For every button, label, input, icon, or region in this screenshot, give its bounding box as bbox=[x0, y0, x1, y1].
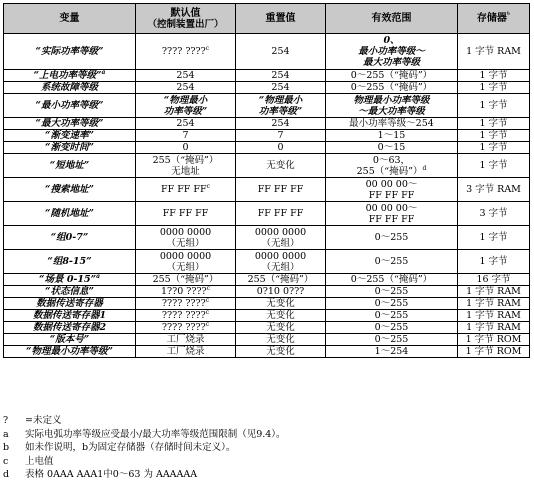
cell-variable-text: “场景 0-15” bbox=[39, 274, 97, 285]
cell-reset-text: “物理最小 功率等级” bbox=[258, 94, 303, 117]
footnote-text: 实际电弧功率等级应受最小/最大功率等级范围限制（见9.4）。 bbox=[25, 428, 286, 440]
cell-reset-text: FF FF FF bbox=[257, 208, 304, 219]
cell-default-text: 1??0 ???? bbox=[160, 286, 207, 297]
table-row bbox=[4, 154, 530, 178]
footnote-item bbox=[3, 428, 529, 442]
cell-variable-text: 系统故障等级 bbox=[40, 82, 98, 93]
header-row bbox=[4, 4, 530, 34]
footnote-key: d bbox=[3, 469, 10, 481]
cell-reset bbox=[236, 34, 326, 70]
cell-range bbox=[326, 82, 458, 94]
cell-variable bbox=[4, 286, 136, 298]
cell-default bbox=[136, 130, 236, 142]
table-body bbox=[4, 34, 530, 358]
cell-reset-text: 0?10 0??? bbox=[256, 286, 305, 297]
cell-range-text: 0～15 bbox=[377, 142, 406, 153]
cell-range-text: 0、 最小功率等级～ 最大功率等级 bbox=[358, 35, 425, 68]
footnote-text: 表格 0AAA AAA1中0～63 为 AAAAAA bbox=[25, 469, 198, 481]
cell-range bbox=[326, 94, 458, 118]
cell-default bbox=[136, 178, 236, 202]
cell-variable bbox=[4, 142, 136, 154]
cell-storage bbox=[458, 322, 530, 334]
cell-storage bbox=[458, 250, 530, 274]
cell-default-text: ???? ???? bbox=[161, 46, 206, 57]
cell-reset-text: 254 bbox=[271, 82, 290, 93]
cell-default-text: “物理最小 功率等级” bbox=[163, 94, 208, 117]
cell-reset bbox=[236, 298, 326, 310]
footnote-key: ? bbox=[3, 415, 9, 426]
cell-variable bbox=[4, 298, 136, 310]
header-default-label: 默认值 bbox=[170, 7, 201, 19]
cell-storage-text: 1 字节 RAM bbox=[466, 310, 521, 321]
cell-variable bbox=[4, 70, 136, 82]
cell-default-text: 255（“掩码”） 无地址 bbox=[152, 154, 219, 177]
cell-default-text: 0 bbox=[182, 142, 189, 153]
table-row bbox=[4, 274, 530, 286]
cell-variable-text: “最小功率等级” bbox=[35, 100, 104, 111]
cell-default bbox=[136, 346, 236, 358]
cell-range bbox=[326, 202, 458, 226]
cell-storage-text: 1 字节 ROM bbox=[465, 334, 522, 345]
cell-reset-text: 0 bbox=[277, 142, 284, 153]
cell-storage bbox=[458, 154, 530, 178]
table-row bbox=[4, 82, 530, 94]
cell-storage bbox=[458, 130, 530, 142]
cell-default-text: 工厂烧录 bbox=[166, 334, 205, 345]
cell-default bbox=[136, 334, 236, 346]
cell-range-text: 0～255 bbox=[374, 256, 409, 267]
cell-reset bbox=[236, 118, 326, 130]
cell-storage-text: 1 字节 RAM bbox=[466, 298, 521, 309]
cell-range-text: 00 00 00～ FF FF FF bbox=[365, 202, 418, 225]
cell-variable-text: “组8-15” bbox=[47, 256, 92, 267]
cell-range bbox=[326, 34, 458, 70]
footnote-text: 如未作说明，b为固定存储器（存储时间未定义）。 bbox=[25, 442, 236, 454]
cell-variable-text: “实际功率等级” bbox=[35, 46, 104, 57]
cell-default-text: 工厂烧录 bbox=[166, 346, 205, 357]
footnote-text: 上电值 bbox=[25, 455, 54, 467]
cell-storage-text: 16 字节 bbox=[476, 274, 511, 285]
cell-reset-text: 254 bbox=[271, 118, 290, 129]
cell-reset bbox=[236, 154, 326, 178]
cell-range bbox=[326, 274, 458, 286]
cell-variable-text: 数据传送寄存器1 bbox=[32, 310, 107, 321]
cell-variable-text: “短地址” bbox=[49, 160, 90, 171]
cell-default bbox=[136, 322, 236, 334]
cell-storage bbox=[458, 202, 530, 226]
cell-reset bbox=[236, 94, 326, 118]
cell-range-text: 0～255 bbox=[374, 232, 409, 243]
cell-default-text: 254 bbox=[176, 118, 195, 129]
cell-storage-text: 3 字节 RAM bbox=[466, 184, 521, 195]
cell-default bbox=[136, 142, 236, 154]
cell-variable bbox=[4, 118, 136, 130]
cell-range bbox=[326, 130, 458, 142]
table-row bbox=[4, 322, 530, 334]
cell-default-text: 7 bbox=[182, 130, 189, 141]
cell-reset bbox=[236, 310, 326, 322]
cell-range-text: 0～255（“掩码”） bbox=[350, 274, 433, 285]
header-default-sub: （控制装置出厂） bbox=[147, 18, 224, 30]
cell-default-footnote: c bbox=[205, 297, 210, 304]
table-notes bbox=[3, 414, 529, 482]
cell-range bbox=[326, 142, 458, 154]
cell-reset bbox=[236, 322, 326, 334]
cell-storage bbox=[458, 298, 530, 310]
cell-default-text: ???? ???? bbox=[161, 298, 206, 309]
cell-storage-text: 1 字节 bbox=[479, 232, 508, 243]
cell-variable-text: “渐变速率” bbox=[45, 130, 94, 141]
cell-variable bbox=[4, 178, 136, 202]
table-row bbox=[4, 286, 530, 298]
cell-variable bbox=[4, 130, 136, 142]
cell-default-text: ???? ???? bbox=[161, 310, 206, 321]
cell-storage bbox=[458, 286, 530, 298]
cell-storage bbox=[458, 226, 530, 250]
table-row bbox=[4, 334, 530, 346]
header-variable: 变量 bbox=[4, 4, 136, 34]
cell-reset bbox=[236, 286, 326, 298]
cell-variable bbox=[4, 94, 136, 118]
cell-reset-text: 255（“掩码”） bbox=[247, 274, 314, 285]
cell-range-text: 0～255（“掩码”） bbox=[350, 82, 433, 93]
cell-range bbox=[326, 310, 458, 322]
table-row bbox=[4, 250, 530, 274]
cell-default bbox=[136, 226, 236, 250]
cell-storage-text: 1 字节 bbox=[479, 100, 508, 111]
footnote-text: =未定义 bbox=[25, 415, 62, 426]
cell-range bbox=[326, 334, 458, 346]
cell-range-text: 0～255 bbox=[374, 286, 409, 297]
cell-reset-text: 0000 0000 （无组） bbox=[254, 226, 307, 249]
cell-storage bbox=[458, 310, 530, 322]
table-row bbox=[4, 142, 530, 154]
cell-variable bbox=[4, 322, 136, 334]
cell-storage bbox=[458, 34, 530, 70]
cell-reset bbox=[236, 226, 326, 250]
cell-range bbox=[326, 154, 458, 178]
cell-storage bbox=[458, 346, 530, 358]
cell-default-text: ???? ???? bbox=[161, 322, 206, 333]
cell-default-footnote: c bbox=[205, 309, 210, 316]
cell-storage-text: 3 字节 bbox=[479, 208, 508, 219]
cell-reset bbox=[236, 346, 326, 358]
footnote-item bbox=[3, 468, 529, 482]
cell-range-text: 0～63， 255（“掩码”） bbox=[356, 154, 423, 177]
variables-table bbox=[3, 3, 530, 358]
cell-range-text: 0～255 bbox=[374, 322, 409, 333]
table-row bbox=[4, 118, 530, 130]
cell-default bbox=[136, 154, 236, 178]
cell-default-text: 254 bbox=[176, 70, 195, 81]
cell-range bbox=[326, 346, 458, 358]
cell-reset-text: 无变化 bbox=[266, 298, 295, 309]
table-row bbox=[4, 94, 530, 118]
cell-range-text: 1～254 bbox=[374, 346, 409, 357]
cell-reset bbox=[236, 82, 326, 94]
cell-default bbox=[136, 298, 236, 310]
cell-reset bbox=[236, 70, 326, 82]
cell-range bbox=[326, 226, 458, 250]
table-row bbox=[4, 70, 530, 82]
cell-default bbox=[136, 70, 236, 82]
cell-default-text: 255（“掩码”） bbox=[152, 274, 219, 285]
cell-reset-text: 0000 0000 （无组） bbox=[254, 250, 307, 273]
cell-variable bbox=[4, 154, 136, 178]
table-row bbox=[4, 226, 530, 250]
cell-reset bbox=[236, 178, 326, 202]
cell-default bbox=[136, 310, 236, 322]
cell-variable-footnote: a bbox=[96, 273, 100, 280]
table-row bbox=[4, 346, 530, 358]
cell-storage-text: 1 字节 bbox=[479, 130, 508, 141]
cell-default-text: FF FF FF bbox=[162, 208, 209, 219]
footnote-item bbox=[3, 414, 529, 428]
footnote-item bbox=[3, 441, 529, 455]
cell-reset bbox=[236, 334, 326, 346]
cell-default bbox=[136, 94, 236, 118]
cell-reset-text: 无变化 bbox=[266, 160, 295, 171]
cell-variable-text: “上电功率等级” bbox=[33, 70, 102, 81]
cell-reset-text: 无变化 bbox=[266, 322, 295, 333]
cell-default-text: FF FF FF bbox=[161, 184, 207, 195]
cell-variable bbox=[4, 34, 136, 70]
cell-range bbox=[326, 298, 458, 310]
cell-reset-text: 254 bbox=[271, 70, 290, 81]
cell-variable-text: “物理最小功率等级” bbox=[26, 346, 113, 357]
table-row bbox=[4, 178, 530, 202]
cell-default-footnote: c bbox=[205, 321, 210, 328]
cell-storage bbox=[458, 334, 530, 346]
cell-variable-text: “随机地址” bbox=[45, 208, 94, 219]
cell-reset bbox=[236, 142, 326, 154]
cell-range bbox=[326, 322, 458, 334]
cell-reset-text: FF FF FF bbox=[257, 184, 304, 195]
cell-default-text: 0000 0000 （无组） bbox=[159, 226, 212, 249]
cell-storage bbox=[458, 142, 530, 154]
cell-range-text: 0～255 bbox=[374, 298, 409, 309]
cell-storage-text: 1 字节 bbox=[479, 256, 508, 267]
header-storage-label: 存储器 bbox=[476, 13, 507, 24]
cell-storage bbox=[458, 274, 530, 286]
cell-range bbox=[326, 250, 458, 274]
cell-default-text: 0000 0000 （无组） bbox=[159, 250, 212, 273]
cell-storage-text: 1 字节 bbox=[479, 160, 508, 171]
cell-storage-text: 1 字节 RAM bbox=[466, 322, 521, 333]
cell-range-text: 物理最小功率等级 ～最大功率等级 bbox=[353, 94, 430, 117]
table-row bbox=[4, 202, 530, 226]
cell-storage bbox=[458, 118, 530, 130]
cell-storage-text: 1 字节 bbox=[479, 118, 508, 129]
cell-storage-text: 1 字节 bbox=[479, 70, 508, 81]
cell-variable-text: 数据传送寄存器 bbox=[36, 298, 103, 309]
cell-storage-text: 1 字节 bbox=[479, 142, 508, 153]
cell-reset-text: 无变化 bbox=[266, 310, 295, 321]
footnote-key: c bbox=[3, 455, 9, 467]
cell-default bbox=[136, 202, 236, 226]
footnote-key: a bbox=[3, 428, 9, 440]
cell-range-text: 00 00 00～ FF FF FF bbox=[365, 178, 418, 201]
table-row bbox=[4, 34, 530, 70]
cell-variable-text: “状态信息” bbox=[45, 286, 94, 297]
header-default bbox=[136, 4, 236, 34]
cell-variable-text: “渐变时间” bbox=[45, 142, 94, 153]
cell-variable-text: “搜索地址” bbox=[45, 184, 94, 195]
cell-storage-text: 1 字节 RAM bbox=[466, 286, 521, 297]
cell-reset bbox=[236, 250, 326, 274]
cell-reset-text: 254 bbox=[271, 46, 290, 57]
cell-default bbox=[136, 118, 236, 130]
table-row bbox=[4, 130, 530, 142]
cell-variable bbox=[4, 82, 136, 94]
cell-storage-text: 1 字节 bbox=[479, 82, 508, 93]
cell-range-text: 0～255 bbox=[374, 334, 409, 345]
cell-storage-text: 1 字节 ROM bbox=[465, 346, 522, 357]
cell-default-footnote: c bbox=[205, 44, 210, 52]
cell-range bbox=[326, 286, 458, 298]
cell-reset bbox=[236, 274, 326, 286]
cell-reset-text: 无变化 bbox=[266, 346, 295, 357]
cell-default-footnote: c bbox=[206, 182, 210, 190]
cell-reset-text: 7 bbox=[277, 130, 284, 141]
cell-variable-footnote: a bbox=[101, 69, 106, 76]
cell-storage-text: 1 字节 RAM bbox=[466, 46, 521, 57]
cell-range-text: 0～255 bbox=[374, 310, 409, 321]
cell-variable bbox=[4, 274, 136, 286]
footnote-key: b bbox=[3, 442, 10, 454]
cell-variable bbox=[4, 334, 136, 346]
cell-storage bbox=[458, 70, 530, 82]
cell-range bbox=[326, 118, 458, 130]
cell-variable bbox=[4, 310, 136, 322]
table-row bbox=[4, 310, 530, 322]
cell-variable-text: “最大功率等级” bbox=[35, 118, 104, 129]
cell-range bbox=[326, 178, 458, 202]
footnote-item bbox=[3, 455, 529, 469]
cell-default bbox=[136, 274, 236, 286]
cell-range-text: 0～255（“掩码”） bbox=[350, 70, 433, 81]
header-storage-sup: ʰ bbox=[506, 11, 511, 19]
cell-range bbox=[326, 70, 458, 82]
cell-reset-text: 无变化 bbox=[266, 334, 295, 345]
table-row bbox=[4, 298, 530, 310]
cell-default bbox=[136, 34, 236, 70]
header-range: 有效范围 bbox=[326, 4, 458, 34]
cell-variable-text: 数据传送寄存器2 bbox=[32, 322, 107, 333]
cell-reset bbox=[236, 130, 326, 142]
cell-storage bbox=[458, 82, 530, 94]
header-storage bbox=[458, 4, 530, 34]
cell-range-text: 最小功率等级～254 bbox=[349, 118, 434, 129]
cell-default-footnote: c bbox=[206, 285, 211, 292]
cell-default bbox=[136, 250, 236, 274]
cell-variable bbox=[4, 250, 136, 274]
cell-reset bbox=[236, 202, 326, 226]
header-reset: 重置值 bbox=[236, 4, 326, 34]
cell-variable bbox=[4, 202, 136, 226]
cell-range-text: 1～15 bbox=[377, 130, 406, 141]
cell-variable-text: “版本号” bbox=[49, 334, 90, 345]
cell-storage bbox=[458, 178, 530, 202]
cell-default bbox=[136, 82, 236, 94]
cell-variable bbox=[4, 226, 136, 250]
cell-variable bbox=[4, 346, 136, 358]
cell-range-footnote: d bbox=[422, 164, 427, 172]
cell-variable-text: “组0-7” bbox=[50, 232, 89, 243]
cell-default bbox=[136, 286, 236, 298]
cell-storage bbox=[458, 94, 530, 118]
cell-default-text: 254 bbox=[176, 82, 195, 93]
